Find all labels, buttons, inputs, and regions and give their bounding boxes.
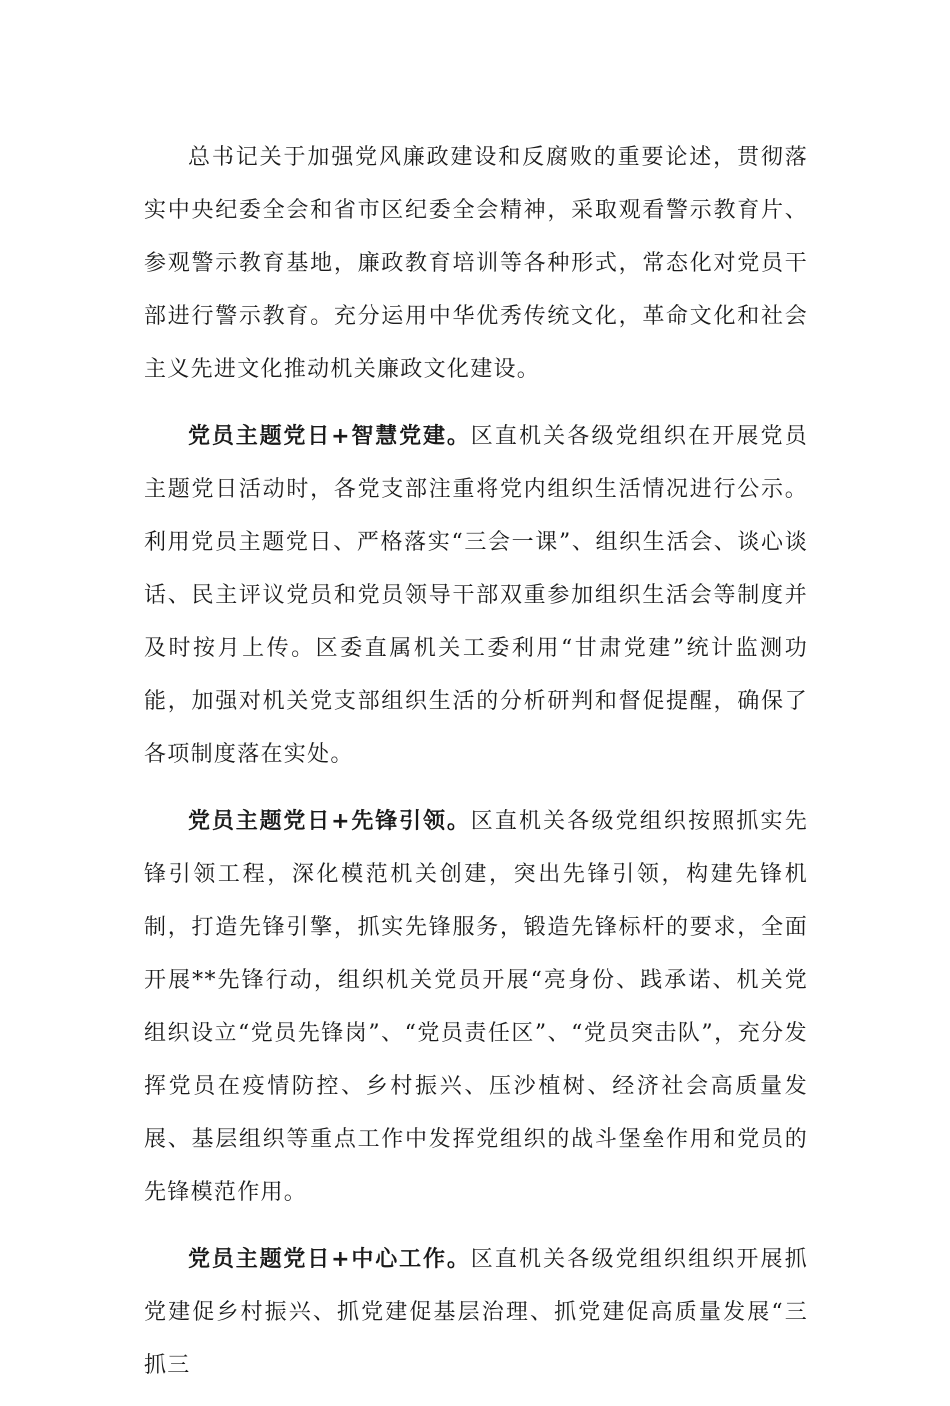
paragraph-3-lead: 党员主题党日+先锋引领。 — [188, 809, 471, 834]
document-body — [144, 131, 808, 1406]
paragraph-2 — [144, 410, 808, 781]
paragraph-4-text: 区直机关各级党组织组织开展抓党建促乡村振兴、抓党建促基层治理、抓党建促高质量发展“三抓三 — [144, 1247, 808, 1378]
paragraph-4-lead: 党员主题党日+中心工作。 — [188, 1247, 471, 1272]
paragraph-1 — [144, 131, 808, 396]
paragraph-3 — [144, 795, 808, 1219]
paragraph-1-text: 总书记关于加强党风廉政建设和反腐败的重要论述，贯彻落实中央纪委全会和省市区纪委全会精神，采取观看警示教育片、参观警示教育基地，廉政教育培训等各种形式，常态化对党员干部进行警示教育。充分运用中华优秀传统文化，革命文化和社会主义先进文化推动机关廉政文化建设。 — [144, 145, 808, 382]
paragraph-3-text: 区直机关各级党组织按照抓实先锋引领工程，深化模范机关创建，突出先锋引领，构建先锋机制，打造先锋引擎，抓实先锋服务，锻造先锋标杆的要求，全面开展**先锋行动，组织机关党员开展“亮身份、践承诺、机关党组织设立“党员先锋岗”、“党员责任区”、“党员突击队”，充分发挥党员在疫情防控、乡村振兴、压沙植树、经济社会高质量发展、基层组织等重点工作中发挥党组织的战斗堡垒作用和党员的先锋模范作用。 — [144, 809, 808, 1205]
paragraph-2-text: 区直机关各级党组织在开展党员主题党日活动时，各党支部注重将党内组织生活情况进行公示。利用党员主题党日、严格落实“三会一课”、组织生活会、谈心谈话、民主评议党员和党员领导干部双重参加组织生活会等制度并及时按月上传。区委直属机关工委利用“甘肃党建”统计监测功能，加强对机关党支部组织生活的分析研判和督促提醒，确保了各项制度落在实处。 — [144, 424, 808, 767]
paragraph-2-lead: 党员主题党日+智慧党建。 — [188, 424, 471, 449]
paragraph-4 — [144, 1233, 808, 1392]
